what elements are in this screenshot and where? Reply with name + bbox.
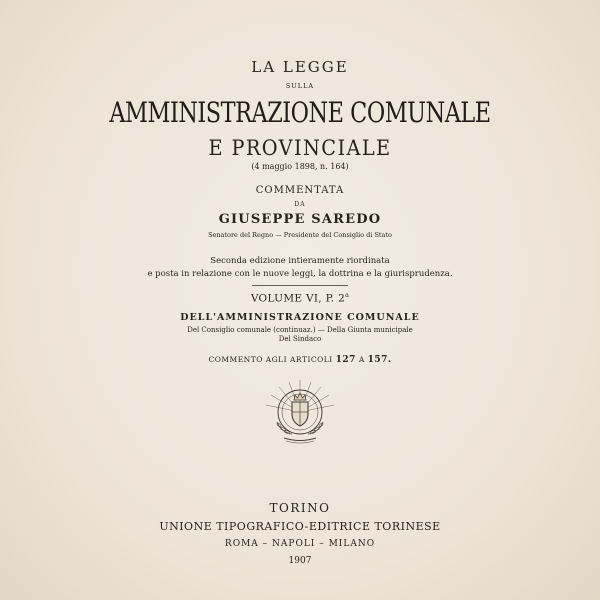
other-cities-line: ROMA – NAPOLI – MILANO bbox=[224, 539, 376, 549]
main-title: AMMINISTRAZIONE COMUNALE bbox=[109, 96, 491, 129]
divider-rule bbox=[252, 285, 348, 286]
section-subtitle-2: Del Sindaco bbox=[278, 335, 322, 343]
article-to: 157. bbox=[367, 355, 392, 365]
articles-line bbox=[0, 355, 600, 365]
subtitle: E PROVINCIALE bbox=[208, 136, 392, 160]
section-title: DELL'AMMINISTRAZIONE COMUNALE bbox=[180, 312, 420, 323]
law-date: (4 maggio 1898, n. 164) bbox=[251, 162, 349, 171]
da-line: DA bbox=[294, 201, 306, 208]
volume-line bbox=[0, 292, 600, 305]
publisher-line: UNIONE TIPOGRAFICO-EDITRICE TORINESE bbox=[159, 520, 441, 533]
publisher-emblem-icon bbox=[259, 376, 341, 446]
commentata-line: COMMENTATA bbox=[255, 185, 345, 196]
volume-sup: a bbox=[345, 292, 350, 299]
author-titles: Senatore del Regno — Presidente del Consiglio di Stato bbox=[208, 231, 392, 239]
edition-line-1: Seconda edizione intieramente riordinata bbox=[210, 256, 390, 266]
sulla-line: SULLA bbox=[285, 82, 315, 90]
author-name: GIUSEPPE SAREDO bbox=[218, 212, 382, 227]
section-subtitle-1: Del Consiglio comunale (continuaz.) — Della Giunta municipale bbox=[187, 326, 413, 334]
city-line: TORINO bbox=[269, 501, 331, 515]
article-from: 127 bbox=[335, 355, 356, 365]
title-line: LA LEGGE bbox=[251, 58, 349, 76]
articles-prefix: COMMENTO AGLI ARTICOLI bbox=[208, 355, 333, 364]
year-line: 1907 bbox=[288, 556, 312, 566]
articles-a: A bbox=[358, 355, 365, 364]
volume-prefix: VOLUME VI, P. 2 bbox=[250, 292, 346, 305]
edition-line-2: e posta in relazione con le nuove leggi, la dottrina e la giurisprudenza. bbox=[147, 269, 453, 279]
